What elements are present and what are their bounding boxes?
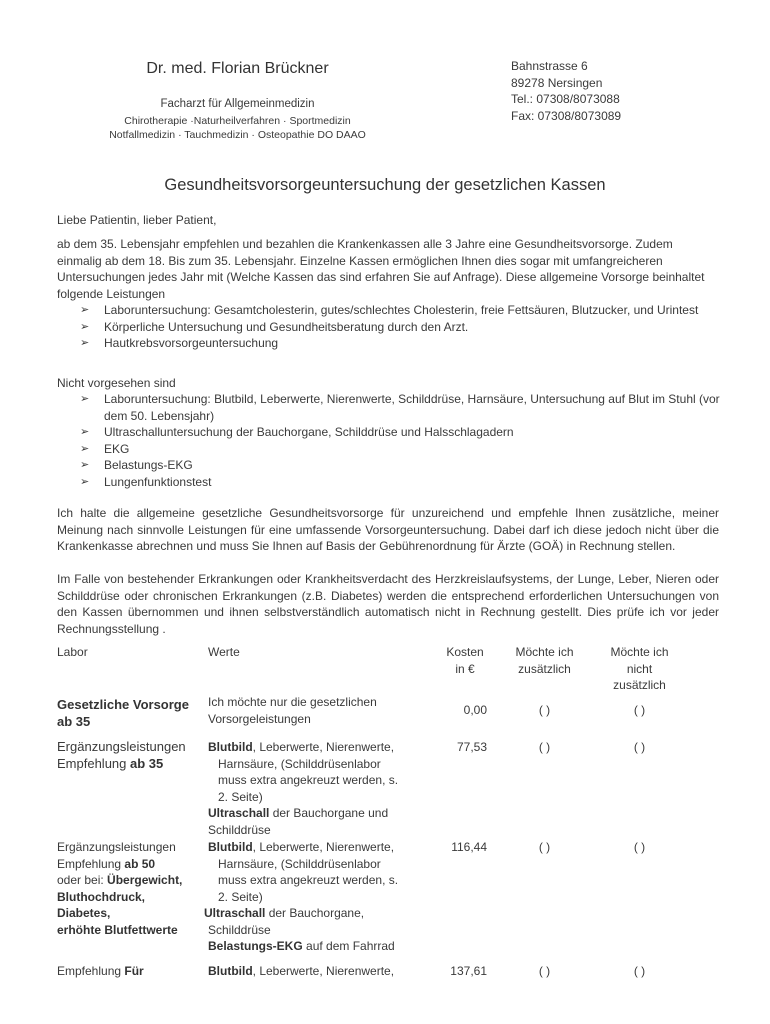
greeting: Liebe Patientin, lieber Patient, [57, 213, 217, 227]
row-werte: Blutbild, Leberwerte, Nierenwerte, Harnsäure, (Schilddrüsenlabor muss extra angekreuzt werden, s. 2. Seite) Ultraschall der Bauchorgane, Schilddrüse Belastungs-EKG auf dem Fahrrad [204, 840, 399, 953]
specialty: Facharzt für Allgemeinmedizin [160, 98, 315, 110]
list-item: ➢ Lungenfunktionstest [80, 474, 212, 489]
arrow-bullet-icon: ➢ [80, 442, 90, 455]
intro-paragraph: ab dem 35. Lebensjahr empfehlen und bezahlen die Krankenkassen alle 3 Jahre eine Gesundheitsvorsorge. Zudem einmalig ab dem 18. Bis zum 35. Lebensjahr. Einzelne Kassen ermöglichen Ihnen dies sogar mit umfangreicheren Untersuchungen jedes Jahr mit (Welche Kassen das sind erfahren Sie auf Anfrage). Diese allgemeine Vorsorge beinhaltet folgende Leistungen [57, 237, 705, 301]
included-list [80, 302, 720, 352]
checkbox-want-additional[interactable]: ( ) [538, 740, 551, 754]
header-labor: Labor [57, 645, 88, 659]
list-item: ➢ Belastungs-EKG [80, 458, 193, 472]
checkbox-not-additional[interactable]: ( ) [633, 703, 646, 717]
checkbox-not-additional[interactable]: ( ) [633, 964, 646, 978]
row-werte: Ich möchte nur die gesetzlichen Vorsorgeleistungen [208, 695, 377, 726]
table-row [57, 739, 719, 839]
address-city: 89278 Nersingen [511, 75, 603, 90]
address-street: Bahnstrasse 6 [511, 59, 588, 73]
arrow-bullet-icon: ➢ [80, 426, 90, 438]
subspecialties-line-1: Chirotherapie ·Naturheilverfahren · Sportmedizin [124, 115, 351, 127]
doctor-name: Dr. med. Florian Brückner [146, 60, 329, 77]
arrow-bullet-icon: ➢ [80, 320, 90, 333]
checkbox-not-additional[interactable]: ( ) [633, 740, 646, 754]
header-kosten: Kosten in € [446, 645, 484, 676]
table-header-row [57, 644, 719, 694]
checkbox-want-additional[interactable]: ( ) [538, 703, 551, 717]
recommendation-paragraph: Ich halte die allgemeine gesetzliche Gesundheitsvorsorge für unzureichend und empfehle Ihnen zusätzliche, meiner Meinung nach sinnvolle Leistungen für eine umfassende Vorsorgeuntersuchung. Dabei darf ich diese jedoch nicht über die Krankenkasse abrechnen und muss Sie Ihnen auf Basis der Gebührenordnung für Ärzte (GOÄ) in Rechnung stellen. [57, 506, 719, 553]
list-item: ➢ Laboruntersuchung: Blutbild, Leberwerte, Nierenwerte, Schilddrüse, Harnsäure, Untersuchung auf Blut im Stuhl (vor dem 50. Lebensjahr) [80, 392, 720, 423]
row-label: Ergänzungsleistungen Empfehlung ab 35 [57, 739, 186, 771]
arrow-bullet-icon: ➢ [80, 304, 90, 316]
row-label: Empfehlung Für [57, 964, 144, 978]
list-item: ➢ Körperliche Untersuchung und Gesundheitsberatung durch den Arzt. [80, 319, 469, 334]
list-item: ➢ Hautkrebsvorsorgeuntersuchung [80, 336, 279, 350]
table-row [57, 694, 719, 739]
address-block [511, 58, 621, 124]
document-title: Gesundheitsvorsorgeuntersuchung der gesetzlichen Kassen [164, 176, 606, 194]
row-cost: 137,61 [450, 964, 487, 978]
list-item: ➢ EKG [80, 441, 130, 456]
table-row [57, 839, 719, 963]
arrow-bullet-icon: ➢ [80, 393, 90, 405]
subspecialties-line-2: Notfallmedizin · Tauchmedizin · Osteopathie DO DAAO [109, 129, 366, 141]
row-werte: Blutbild, Leberwerte, Nierenwerte, [208, 964, 395, 978]
header-werte: Werte [208, 645, 240, 659]
row-cost: 77,53 [456, 740, 487, 754]
table-row [57, 963, 719, 983]
arrow-bullet-icon: ➢ [80, 337, 90, 349]
row-cost: 116,44 [451, 840, 487, 854]
not-included-heading: Nicht vorgesehen sind [57, 376, 176, 390]
not-included-list [80, 391, 720, 490]
row-label: Ergänzungsleistungen Empfehlung ab 50 oder bei: Übergewicht, Bluthochdruck, Diabetes, erhöhte Blutfettwerte [57, 840, 183, 937]
services-table [57, 644, 719, 983]
billing-paragraph: Im Falle von bestehender Erkrankungen oder Krankheitsverdacht des Herzkreislaufsystems, der Lunge, Leber, Nieren oder Schilddrüse oder chronischen Erkrankungen (z.B. Diabetes) werden die entsprechend erforderlichen Untersuchungen von den Kassen übernommen und ihnen selbstverständlich automatisch nicht in Rechnung gestellt. Dies prüfe ich vor jeder Rechnungsstellung . [57, 572, 719, 636]
checkbox-want-additional[interactable]: ( ) [538, 840, 551, 854]
list-item: ➢ Ultraschalluntersuchung der Bauchorgane, Schilddrüse und Halsschlagadern [80, 425, 514, 439]
row-werte: Blutbild, Leberwerte, Nierenwerte, Harnsäure, (Schilddrüsenlabor muss extra angekreuzt werden, s. 2. Seite) Ultraschall der Bauchorgane und Schilddrüse [208, 740, 399, 837]
header-want-additional: Möchte ich zusätzlich [515, 645, 574, 676]
checkbox-not-additional[interactable]: ( ) [633, 840, 646, 854]
arrow-bullet-icon: ➢ [80, 475, 90, 488]
address-fax: Fax: 07308/8073089 [511, 108, 622, 123]
header-not-additional: Möchte ich nicht zusätzlich [610, 645, 669, 692]
checkbox-want-additional[interactable]: ( ) [538, 964, 551, 978]
list-item: ➢ Laboruntersuchung: Gesamtcholesterin, gutes/schlechtes Cholesterin, freie Fettsäuren, Blutzucker, und Urintest [80, 303, 699, 317]
row-label: Gesetzliche Vorsorge ab 35 [57, 697, 189, 729]
arrow-bullet-icon: ➢ [80, 459, 90, 471]
row-cost: 0,00 [463, 703, 487, 717]
address-tel: Tel.: 07308/8073088 [511, 92, 620, 106]
